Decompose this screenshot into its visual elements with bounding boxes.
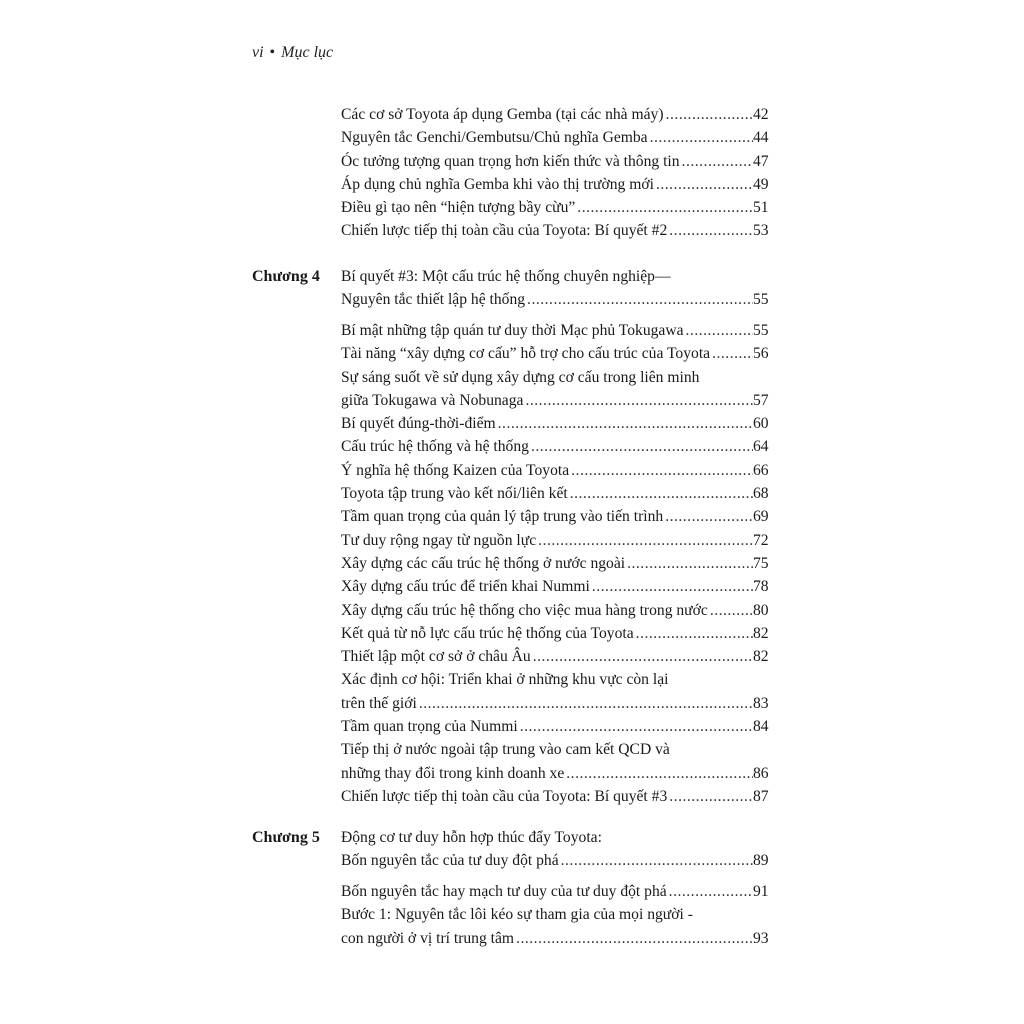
- entry-page: 91: [753, 883, 769, 900]
- toc-entry: [0, 530, 1024, 553]
- entry-title: Tư duy rộng ngay từ nguồn lực: [341, 531, 537, 549]
- entry-title: Toyota tập trung vào kết nối/liên kết: [341, 485, 568, 503]
- entry-title: giữa Tokugawa và Nobunaga: [341, 391, 524, 409]
- toc-entry: [0, 623, 1024, 646]
- entry-page: 57: [753, 391, 769, 409]
- chapter-title-line1: Động cơ tư duy hỗn hợp thúc đẩy Toyota:: [341, 829, 602, 846]
- toc-entry: [0, 483, 1024, 506]
- toc-entry: [0, 343, 1024, 366]
- chapter-page: 55: [753, 291, 769, 309]
- entry-page: 69: [753, 508, 769, 526]
- toc-entry: [0, 928, 1024, 951]
- entry-page: 68: [753, 485, 769, 503]
- entry-page: 42: [753, 106, 769, 123]
- entry-page: 55: [753, 322, 769, 339]
- entry-page: 47: [753, 152, 769, 170]
- entry-title: Bốn nguyên tắc hay mạch tư duy của tư duy đột phá: [341, 883, 667, 900]
- entry-title-line1: Bước 1: Nguyên tắc lôi kéo sự tham gia của mọi người -: [341, 906, 693, 924]
- entry-page: 80: [753, 601, 769, 619]
- entry-title: Tầm quan trọng của Nummi: [341, 718, 518, 736]
- entry-title-line1: Tiếp thị ở nước ngoài tập trung vào cam kết QCD và: [341, 741, 670, 759]
- entry-page: 86: [753, 764, 769, 782]
- entry-title: Nguyên tắc Genchi/Gembutsu/Chủ nghĩa Gemba: [341, 129, 648, 147]
- entry-page: 83: [753, 694, 769, 712]
- toc-entry: [0, 127, 1024, 150]
- entry-page: 75: [753, 554, 769, 572]
- entry-title: Xây dựng cấu trúc hệ thống cho việc mua hàng trong nước: [341, 601, 708, 619]
- chapter-page: 89: [753, 852, 769, 870]
- toc-group-2: [0, 320, 1024, 809]
- entry-title: Xây dựng cấu trúc để triển khai Nummi: [341, 578, 590, 596]
- toc-entry-line1: [0, 669, 1024, 692]
- chapter-title-line2: Bốn nguyên tắc của tư duy đột phá: [341, 852, 559, 870]
- chapter-label: Chương 4: [252, 268, 320, 285]
- entry-page: 51: [753, 199, 769, 217]
- entry-title: Điều gì tạo nên “hiện tượng bầy cừu”: [341, 199, 576, 217]
- entry-title: Chiến lược tiếp thị toàn cầu của Toyota: Bí quyết #3: [341, 787, 668, 805]
- entry-title: Bí mật những tập quán tư duy thời Mạc phủ Tokugawa: [341, 322, 684, 339]
- entry-page: 84: [753, 718, 769, 736]
- entry-page: 49: [753, 175, 769, 193]
- toc-entry: [0, 413, 1024, 436]
- entry-page: 66: [753, 461, 769, 479]
- header-title: Mục lục: [281, 44, 334, 61]
- chapter-title-line1: Bí quyết #3: Một cấu trúc hệ thống chuyên nghiệp—: [341, 268, 671, 285]
- chapter-label: Chương 5: [252, 829, 320, 846]
- entry-page: 82: [753, 624, 769, 642]
- header-separator: •: [269, 44, 276, 61]
- toc-group-1: [0, 104, 1024, 244]
- toc-entry: [0, 436, 1024, 459]
- entry-page: 87: [753, 787, 769, 805]
- toc-entry: [0, 460, 1024, 483]
- toc-entry: [0, 390, 1024, 413]
- entry-title: Kết quả từ nỗ lực cấu trúc hệ thống của Toyota: [341, 624, 634, 642]
- toc-entry: [0, 716, 1024, 739]
- entry-title: Xây dựng các cấu trúc hệ thống ở nước ngoài: [341, 554, 626, 572]
- toc-entry: [0, 576, 1024, 599]
- toc-entry: [0, 881, 1024, 904]
- chapter-title-line2: Nguyên tắc thiết lập hệ thống: [341, 291, 526, 309]
- toc-entry: [0, 693, 1024, 716]
- entry-title: Các cơ sở Toyota áp dụng Gemba (tại các nhà máy): [341, 106, 664, 123]
- entry-title: những thay đổi trong kinh doanh xe: [341, 764, 565, 782]
- toc-entry-line1: [0, 367, 1024, 390]
- entry-page: 93: [753, 929, 769, 947]
- entry-page: 78: [753, 578, 769, 596]
- chapter-4-heading: [0, 266, 1024, 313]
- entry-page: 60: [753, 415, 769, 433]
- entry-title-line1: Xác định cơ hội: Triển khai ở những khu vực còn lại: [341, 671, 669, 689]
- entry-page: 64: [753, 438, 769, 456]
- toc-entry-line1: [0, 739, 1024, 762]
- entry-title: Tài năng “xây dựng cơ cấu” hỗ trợ cho cấu trúc của Toyota: [341, 345, 711, 363]
- entry-page: 56: [753, 345, 769, 363]
- toc-entry: [0, 600, 1024, 623]
- entry-title: Cấu trúc hệ thống và hệ thống: [341, 438, 529, 456]
- page-folio: vi: [252, 44, 264, 61]
- toc-entry: [0, 506, 1024, 529]
- toc-group-3: [0, 881, 1024, 951]
- toc-entry: [0, 104, 1024, 127]
- toc-entry: [0, 763, 1024, 786]
- toc-entry: [0, 553, 1024, 576]
- toc-entry: [0, 197, 1024, 220]
- entry-title: Thiết lập một cơ sở ở châu Âu: [341, 648, 531, 666]
- entry-title: con người ở vị trí trung tâm: [341, 929, 515, 947]
- toc-entry: [0, 646, 1024, 669]
- toc-entry: [0, 151, 1024, 174]
- toc-entry: [0, 786, 1024, 809]
- entry-title: Óc tưởng tượng quan trọng hơn kiến thức và thông tin: [341, 152, 680, 170]
- entry-title: Áp dụng chủ nghĩa Gemba khi vào thị trường mới: [341, 175, 654, 193]
- toc-entry: [0, 174, 1024, 197]
- entry-title: Chiến lược tiếp thị toàn cầu của Toyota: Bí quyết #2: [341, 222, 668, 240]
- entry-title-line1: Sự sáng suốt về sử dụng xây dựng cơ cấu trong liên minh: [341, 368, 700, 386]
- entry-title: Ý nghĩa hệ thống Kaizen của Toyota: [341, 461, 570, 479]
- entry-page: 72: [753, 531, 769, 549]
- toc-entry-line1: [0, 904, 1024, 927]
- entry-title: Tầm quan trọng của quản lý tập trung vào tiến trình: [341, 508, 664, 526]
- toc-entry: [0, 220, 1024, 243]
- entry-page: 82: [753, 648, 769, 666]
- toc-entry: [0, 320, 1024, 343]
- entry-title: Bí quyết đúng-thời-điểm: [341, 415, 496, 433]
- chapter-5-heading: [0, 827, 1024, 874]
- entry-title: trên thế giới: [341, 694, 417, 712]
- entry-page: 53: [753, 222, 769, 240]
- entry-page: 44: [753, 129, 769, 147]
- running-header: [252, 44, 333, 62]
